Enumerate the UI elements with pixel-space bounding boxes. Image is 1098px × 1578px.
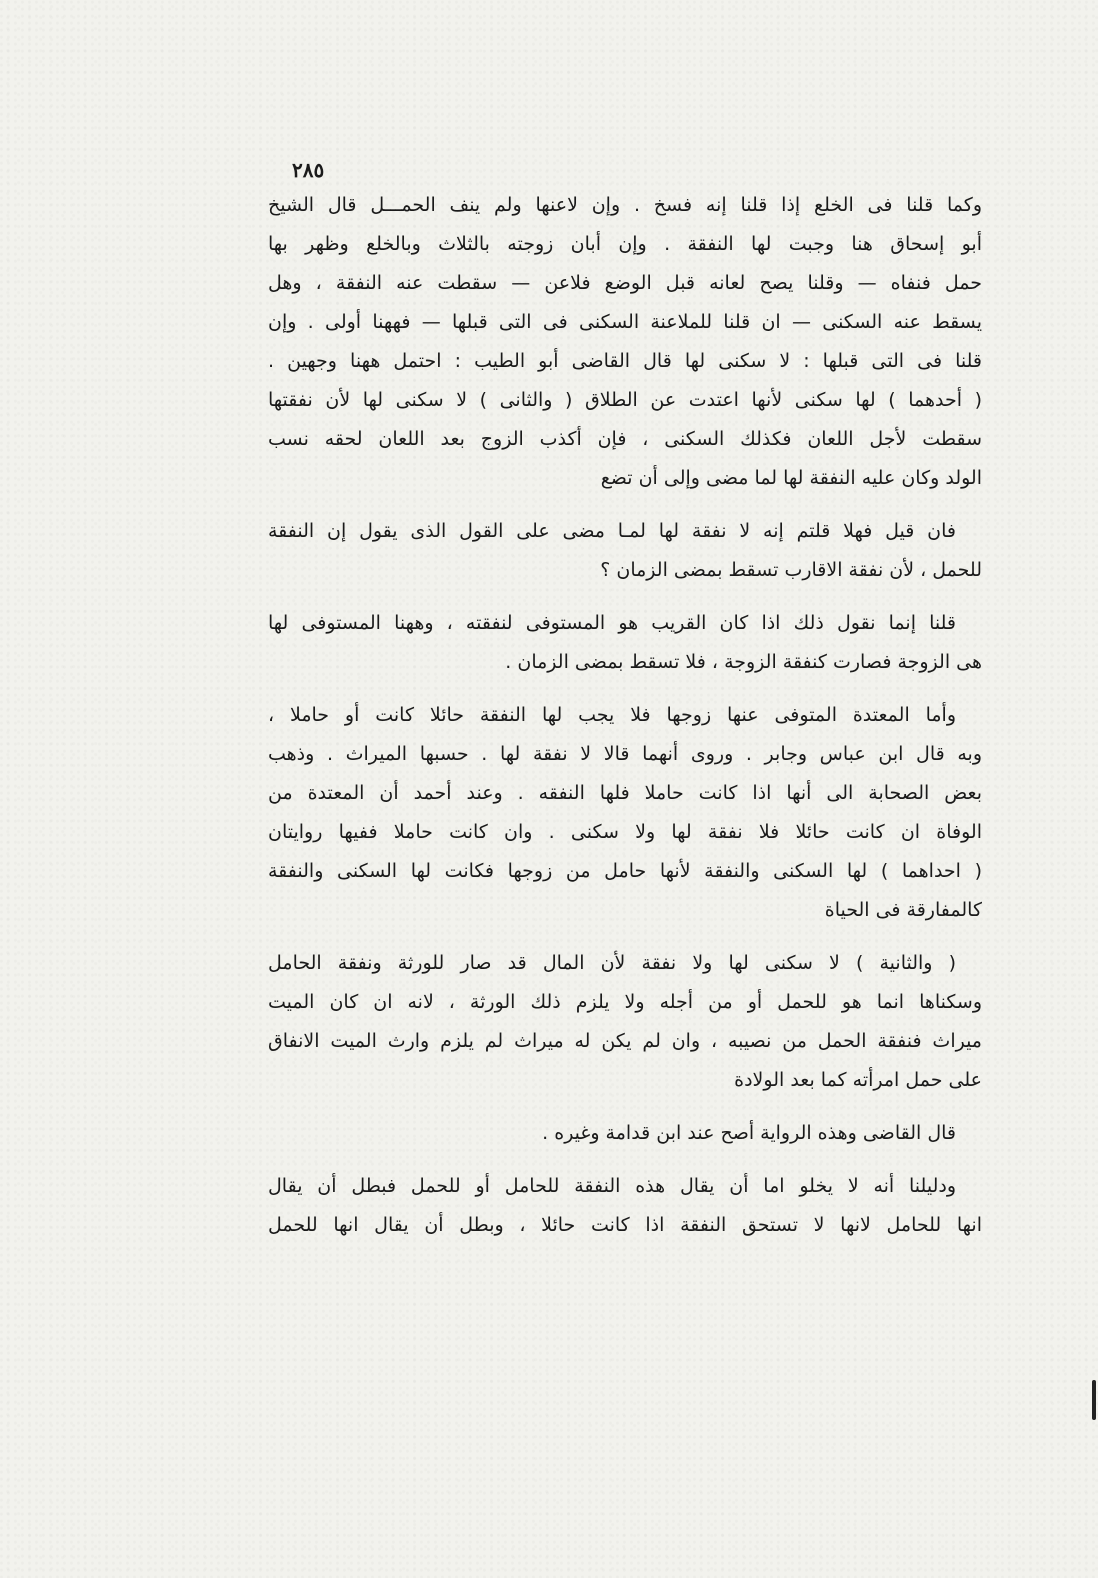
- text-line: يسقط عنه السكنى — ان قلنا للملاعنة السكنى فى التى قبلها — فههنا أولى . وإن: [268, 311, 982, 333]
- text-line: قلنا إنما نقول ذلك اذا كان القريب هو المستوفى لنفقته ، وههنا المستوفى لها: [268, 612, 956, 634]
- text-line: وكما قلنا فى الخلع إذا قلنا إنه فسخ . وإن لاعنها ولم ينف الحمـــل قال الشيخ: [268, 194, 982, 216]
- text-line: انها للحامل لانها لا تستحق النفقة اذا كانت حائلا ، وبطل أن يقال انها للحمل: [268, 1214, 982, 1236]
- text-line: قلنا فى التى قبلها : لا سكنى لها قال القاضى أبو الطيب : احتمل ههنا وجهين .: [268, 350, 982, 372]
- text-line: ( احداهما ) لها السكنى والنفقة لأنها حامل من زوجها فكانت لها السكنى والنفقة: [268, 860, 982, 882]
- text-line: حمل فنفاه — وقلنا يصح لعانه قبل الوضع فلاعن — سقطت عنه النفقة ، وهل: [268, 272, 982, 294]
- text-line: بعض الصحابة الى أنها اذا كانت حاملا فلها النفقه . وعند أحمد أن المعتدة من: [268, 782, 982, 804]
- body-text: [268, 186, 982, 1245]
- text-line: ودليلنا أنه لا يخلو اما أن يقال هذه النفقة للحامل أو للحمل فبطل أن يقال: [268, 1175, 956, 1197]
- page-number: ٢٨٥: [292, 158, 325, 182]
- text-line: ( والثانية ) لا سكنى لها ولا نفقة لأن المال قد صار للورثة ونفقة الحامل: [268, 952, 956, 974]
- text-line: وبه قال ابن عباس وجابر . وروى أنهما قالا لا نفقة لها . حسبها الميراث . وذهب: [268, 743, 982, 765]
- text-line: وسكناها انما هو للحمل أو من أجله ولا يلزم ذلك الورثة ، لانه ان كان الميت: [268, 991, 982, 1013]
- text-line: فان قيل فهلا قلتم إنه لا نفقة لها لمـا مضى على القول الذى يقول إن النفقة: [268, 520, 956, 542]
- text-line: للحمل ، لأن نفقة الاقارب تسقط بمضى الزمان ؟: [600, 559, 982, 581]
- text-line: الولد وكان عليه النفقة لها لما مضى وإلى أن تضع: [600, 467, 982, 489]
- text-line: هى الزوجة فصارت كنفقة الزوجة ، فلا تسقط بمضى الزمان .: [505, 651, 982, 673]
- text-line: سقطت لأجل اللعان فكذلك السكنى ، فإن أكذب الزوج بعد اللعان لحقه نسب: [268, 428, 982, 450]
- text-line: الوفاة ان كانت حائلا فلا نفقة لها ولا سكنى . وان كانت حاملا ففيها روايتان: [268, 821, 982, 843]
- text-line: أبو إسحاق هنا وجبت لها النفقة . وإن أبان زوجته بالثلاث وبالخلع وظهر بها: [268, 233, 982, 255]
- text-line: ( أحدهما ) لها سكنى لأنها اعتدت عن الطلاق ( والثانى ) لا سكنى لها لأن نفقتها: [268, 389, 982, 411]
- scan-edge-mark: [1092, 1380, 1096, 1420]
- text-line: كالمفارقة فى الحياة: [824, 899, 982, 921]
- text-line: وأما المعتدة المتوفى عنها زوجها فلا يجب لها النفقة حائلا كانت أو حاملا ،: [268, 704, 956, 726]
- text-line: قال القاضى وهذه الرواية أصح عند ابن قدامة وغيره .: [542, 1122, 956, 1144]
- text-line: على حمل امرأته كما بعد الولادة: [734, 1069, 982, 1091]
- text-line: ميراث فنفقة الحمل من نصيبه ، وان لم يكن له ميراث لم يلزم وارث الميت الانفاق: [268, 1030, 982, 1052]
